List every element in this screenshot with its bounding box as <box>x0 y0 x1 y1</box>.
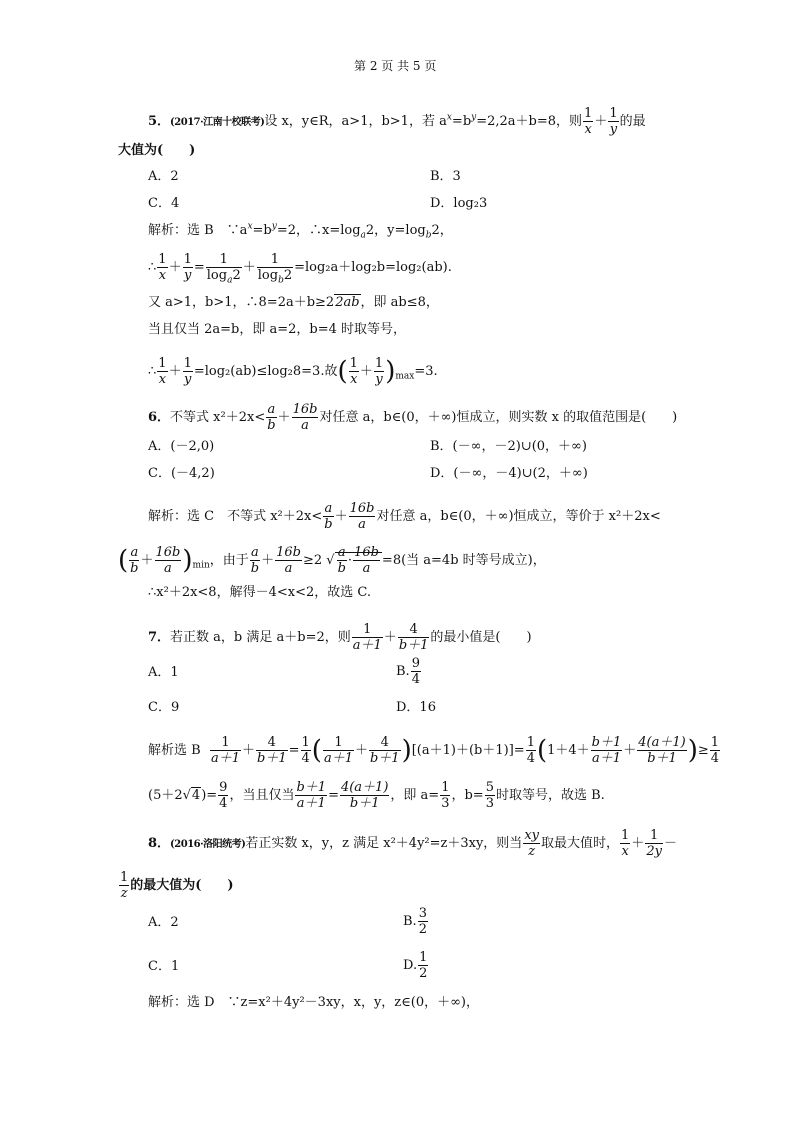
q5-source: (2017·江南十校联考) <box>170 117 265 128</box>
q6-stem: 6．不等式 x²＋2x< $\frac{a}{b}$ ＋ $\frac{16b}{a}$ 对任意 a，b∈(0，＋∞)恒成立，则实数 x 的取值范围是( ) <box>148 402 678 433</box>
q7-stem: 7．若正数 a，b 满足 a＋b=2，则 $\frac{1}{a+1}$ ＋ $\frac{4}{b+1}$ 的最小值是( ) <box>148 622 532 653</box>
q7-solution-2: (5＋2√4)= $\frac{9}{4}$ ，当且仅当 $\frac{b+1}{a+1}$ = $\frac{4(a+1)}{b+1}$ ，即 a= $\frac{1}{3}$ ，b= $\frac{5}{3}$ 时取等号，故选 B. <box>148 780 605 811</box>
q8-option-d: D. $\frac{1}{2}$ <box>403 950 428 981</box>
page-header: 第 2 页 共 5 页 <box>354 59 437 73</box>
q6-solution-2: ( $\frac{a}{b}$ ＋ $\frac{16b}{a}$ )$_{min}$，由于 $\frac{a}{b}$ ＋ $\frac{16b}{a}$ ≥2 √ $\frac{a}{b}$ · $\frac{16b}{a}$ =8(当 a=4b 时等号成立)， <box>118 545 546 576</box>
q8-option-a: A．2 <box>148 915 179 930</box>
q5-stem-text: 设 x，y∈R，a>1，b>1，若 a <box>264 114 447 129</box>
q8-stem-cont: $\frac{1}{z}$ 的最大值为( ) <box>120 870 234 901</box>
q5-solution-4: 当且仅当 2a=b，即 a=2，b=4 时取等号， <box>148 322 407 337</box>
q5-option-b: B．3 <box>430 169 461 184</box>
q8-stem: 8．(2016·洛阳统考)若正实数 x，y，z 满足 x²＋4y²=z＋3xy，则当 $\frac{xy}{z}$ 取最大值时， $\frac{1}{x}$ ＋ $\frac{1}{2y}$ － <box>148 828 677 859</box>
exp-y: y <box>471 112 477 123</box>
q5-option-c: C．4 <box>148 196 180 211</box>
q5-solution-1: 解析：选 B $\because a^x=b^y=2$，$\therefore x=\log_a2$，$y=\log_b2$， <box>148 221 453 241</box>
q5-stem-cont: 大值为( ) <box>118 143 196 158</box>
q7-option-a: A．1 <box>148 665 179 680</box>
q5-solution-3: 又 a>1，b>1，∴8=2a＋b≥22ab，即 ab≤8， <box>148 295 439 310</box>
q5-stem-text: 的最 <box>619 114 646 129</box>
q5-option-d: D．log₂3 <box>430 196 488 211</box>
q7-solution-1: 解析选 B $\frac{1}{a+1}$ ＋ $\frac{4}{b+1}$ = $\frac{1}{4}$ ( $\frac{1}{a+1}$ ＋ $\frac{4}{b+1}$ )[(a＋1)＋(b＋1)]= $\frac{1}{4}$ (1＋4＋ $\frac{b+1}{a+1}$ ＋ $\frac{4(a+1)}{b+1}$ )≥ $\frac{1}{4}$ <box>148 735 720 766</box>
q7-option-b: B. $\frac{9}{4}$ <box>396 656 420 687</box>
q5-solution-2: ∴ $\frac{1}{x}$ ＋ $\frac{1}{y}$ = $\frac{1}{\log_a2}$ ＋ $\frac{1}{\log_b2}$ =log₂a＋log₂b=log₂(ab). <box>148 252 452 286</box>
q8-solution-1: 解析：选 D ∵z=x²＋4y²－3xy，x，y，z∈(0，＋∞)， <box>148 995 480 1010</box>
q6-option-d: D．(－∞，－4)∪(2，＋∞) <box>430 466 588 481</box>
q6-option-c: C．(－4,2) <box>148 466 215 481</box>
q8-option-b: B. $\frac{3}{2}$ <box>403 906 427 937</box>
q5-option-a: A．2 <box>148 169 179 184</box>
frac-1-over-x: $\frac{1}{x}$ <box>584 106 593 137</box>
q6-option-b: B．(－∞，－2)∪(0，＋∞) <box>430 439 587 454</box>
q7-option-d: D．16 <box>396 700 436 715</box>
frac-1-over-y: $\frac{1}{y}$ <box>609 106 618 137</box>
q5-solution-5: ∴ $\frac{1}{x}$ ＋ $\frac{1}{y}$ =log₂(ab)≤log₂8=3.故( $\frac{1}{x}$ ＋ $\frac{1}{y}$ )$_{max}=3$. <box>148 356 438 387</box>
q7-option-c: C．9 <box>148 700 180 715</box>
q6-solution-1: 解析：选 C 不等式 x²＋2x< $\frac{a}{b}$ ＋ $\frac{16b}{a}$ 对任意 a，b∈(0，＋∞)恒成立，等价于 x²＋2x< <box>148 501 661 532</box>
q6-option-a: A．(－2,0) <box>148 439 215 454</box>
q6-solution-3: ∴x²＋2x<8，解得－4<x<2，故选 C. <box>148 585 371 600</box>
q8-option-c: C．1 <box>148 959 180 974</box>
exp-x: x <box>446 112 452 123</box>
q5-stem-text: =b <box>451 114 472 129</box>
q5-stem: 5．(2017·江南十校联考)设 x，y∈R，a>1，b>1，若 $a^x=b^y=2,2a+b=8$，则 $\frac{1}{x}$ ＋ $\frac{1}{y}$ 的最 <box>148 106 646 137</box>
q5-stem-text: =2,2a＋b=8，则 <box>476 114 583 129</box>
q5-number: 5． <box>148 114 171 129</box>
